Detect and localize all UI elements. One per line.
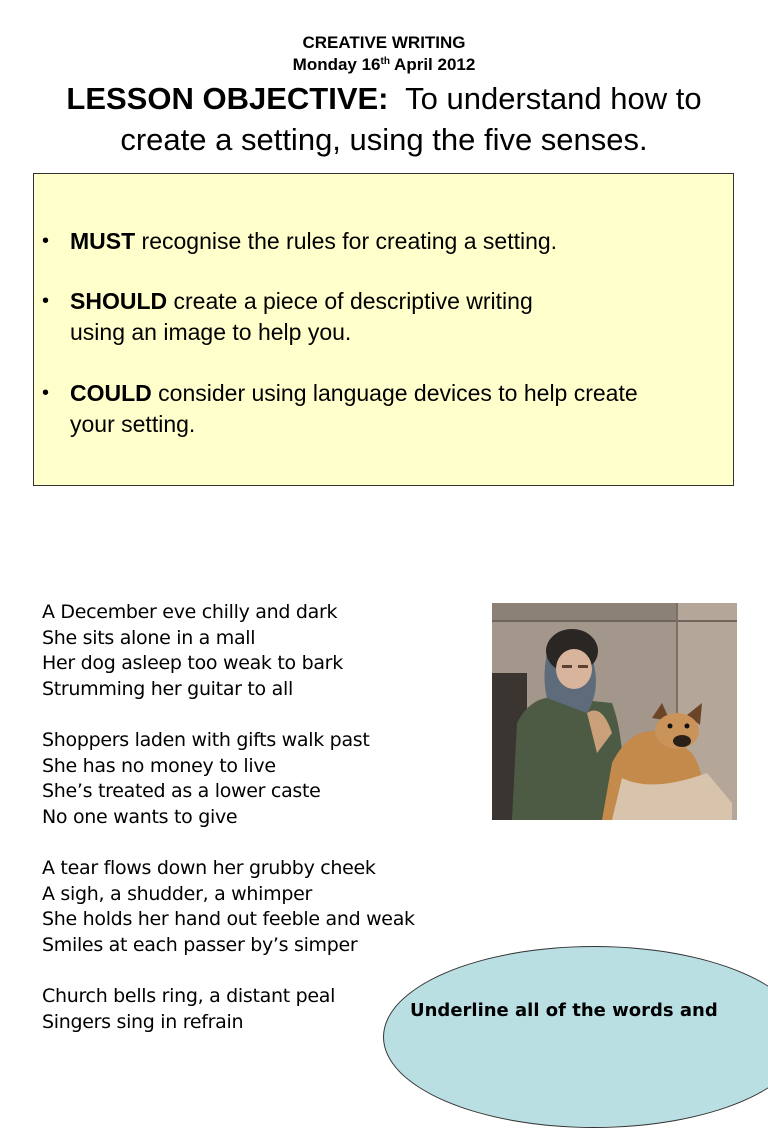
poem-line: No one wants to give [42, 805, 238, 828]
lesson-title: CREATIVE WRITING [302, 33, 466, 52]
outcome-text-continued: using an image to help you. [70, 319, 352, 345]
poem-line: She holds her hand out feeble and weak [42, 908, 415, 931]
bullet-icon: • [42, 230, 50, 252]
outcome-keyword: MUST [70, 228, 136, 254]
poem-line: Church bells ring, a distant peal [42, 984, 336, 1007]
date-ordinal: th [380, 56, 390, 67]
instruction-text: Underline all of the words and [410, 1000, 718, 1021]
poem-line: Strumming her guitar to all [42, 677, 293, 700]
poem-line: A sigh, a shudder, a whimper [42, 882, 312, 905]
poem-line: She has no money to live [42, 754, 276, 777]
poem-line: Smiles at each passer by’s simper [42, 933, 358, 956]
outcome-must [42, 226, 710, 257]
objective-label: LESSON OBJECTIVE: [66, 81, 389, 116]
instruction-bubble [383, 946, 768, 1128]
poem-line: Her dog asleep too weak to bark [42, 652, 343, 675]
outcome-keyword: COULD [70, 380, 152, 406]
outcome-text: create a piece of descriptive writing [167, 288, 533, 314]
lesson-objective [20, 78, 748, 160]
poem-line: Shoppers laden with gifts walk past [42, 728, 370, 751]
outcome-text: consider using language devices to help create [151, 380, 638, 406]
outcome-could [42, 378, 710, 440]
outcome-keyword: SHOULD [70, 288, 168, 314]
woman-with-dog-photo [492, 603, 737, 820]
poem-line: A tear flows down her grubby cheek [42, 856, 376, 879]
lesson-date [0, 55, 768, 75]
poem-line: She’s treated as a lower caste [42, 780, 321, 803]
learning-outcomes-box [33, 173, 734, 486]
poem-line: A December eve chilly and dark [42, 601, 338, 623]
poem-stanza [42, 600, 482, 702]
objective-text: To understand how to create a setting, using the five senses. [120, 81, 702, 157]
date-day: Monday 16 [292, 55, 381, 74]
poem-line: She sits alone in a mall [42, 626, 256, 649]
poem-stanza [42, 856, 482, 958]
outcome-text-continued: your setting. [70, 411, 196, 437]
bullet-icon: • [42, 382, 50, 404]
bullet-icon: • [42, 290, 50, 312]
photo-illustration [492, 603, 737, 820]
poem-line: Singers sing in refrain [42, 1010, 244, 1033]
date-month-year: April 2012 [389, 55, 476, 74]
outcome-text: recognise the rules for creating a setting. [135, 228, 558, 254]
poem-stanza [42, 728, 482, 830]
outcome-should [42, 286, 710, 348]
